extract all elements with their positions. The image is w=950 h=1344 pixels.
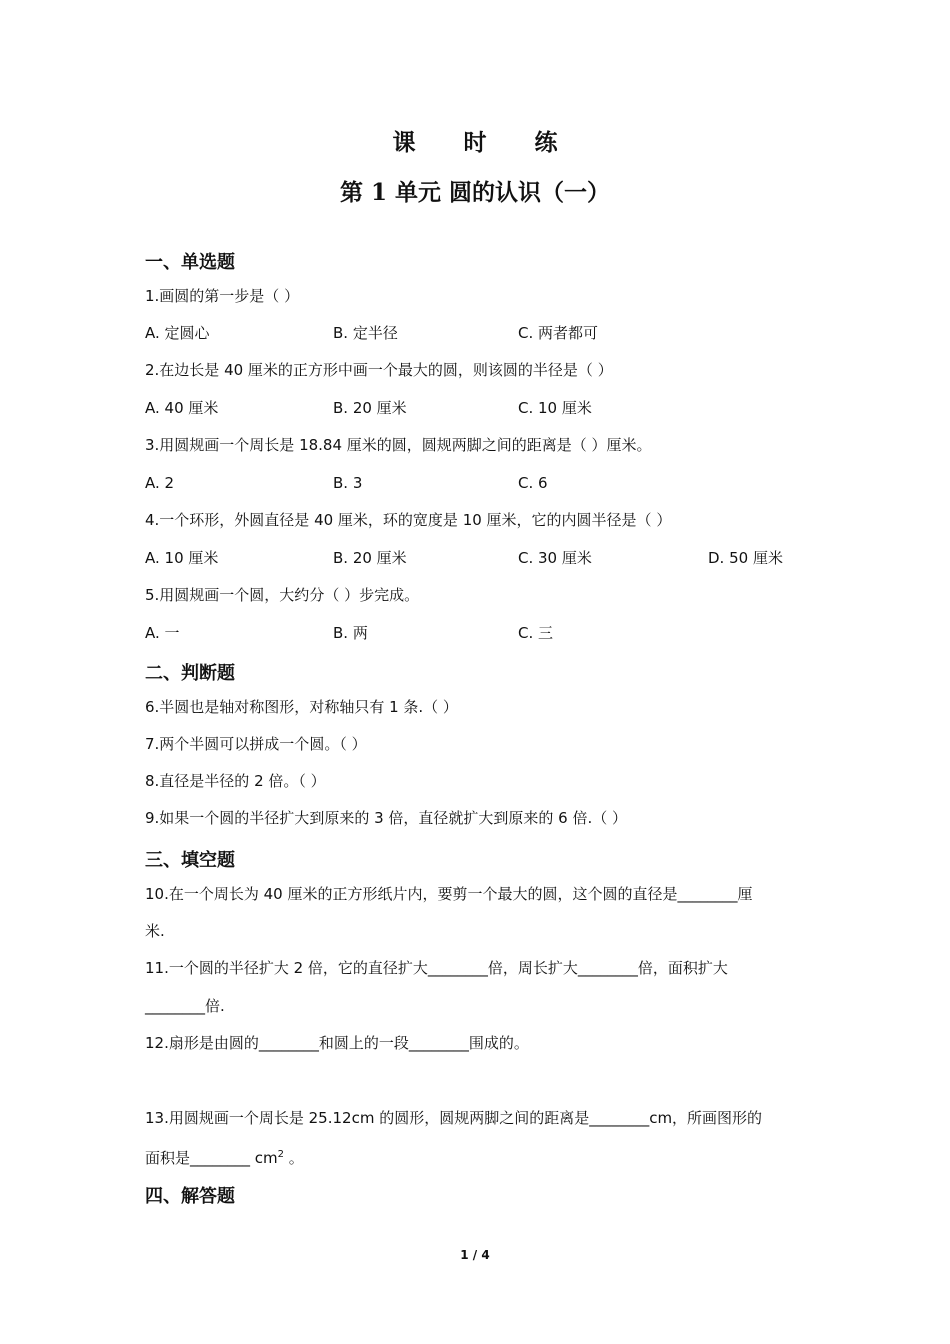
q4-option-d: D. 50 厘米	[708, 549, 783, 567]
question-10-line-2: 米.	[145, 922, 165, 940]
section-heading-solve: 四、解答题	[145, 1186, 235, 1207]
q2-option-b: B. 20 厘米	[333, 399, 407, 417]
question-13-line-1: 13.用圆规画一个周长是 25.12cm 的圆形，圆规两脚之间的距离是________cm，所画图形的	[145, 1109, 763, 1127]
q13-end: 。	[284, 1149, 304, 1167]
page-number: 1 / 4	[460, 1248, 490, 1262]
question-2: 2.在边长是 40 厘米的正方形中画一个最大的圆，则该圆的半径是（ ）	[145, 361, 613, 379]
section-heading-single-choice: 一、单选题	[145, 252, 235, 273]
question-11-line-1: 11.一个圆的半径扩大 2 倍，它的直径扩大________倍，周长扩大________倍，面积扩大	[145, 959, 728, 977]
question-3: 3.用圆规画一个周长是 18.84 厘米的圆，圆规两脚之间的距离是（ ）厘米。	[145, 436, 652, 454]
q13-superscript: 2	[277, 1149, 285, 1160]
q3-option-a: A. 2	[145, 474, 175, 492]
q3-option-b: B. 3	[333, 474, 363, 492]
question-10-line-1: 10.在一个周长为 40 厘米的正方形纸片内，要剪一个最大的圆，这个圆的直径是________厘	[145, 885, 753, 903]
q2-option-a: A. 40 厘米	[145, 399, 219, 417]
q1-option-b: B. 定半径	[333, 324, 398, 342]
question-1: 1.画圆的第一步是（ ）	[145, 287, 300, 305]
question-11-line-2: ________倍.	[145, 997, 225, 1015]
q5-option-b: B. 两	[333, 624, 368, 642]
question-9: 9.如果一个圆的半径扩大到原来的 3 倍，直径就扩大到原来的 6 倍.（ ）	[145, 809, 628, 827]
q3-option-c: C. 6	[518, 474, 548, 492]
question-12: 12.扇形是由圆的________和圆上的一段________围成的。	[145, 1034, 529, 1052]
q5-option-a: A. 一	[145, 624, 180, 642]
q1-option-a: A. 定圆心	[145, 324, 210, 342]
question-13-line-2	[145, 1145, 304, 1168]
page-subtitle: 第 1 单元 圆的认识（一）	[339, 179, 611, 206]
section-heading-true-false: 二、判断题	[145, 663, 235, 684]
q4-option-b: B. 20 厘米	[333, 549, 407, 567]
q13-area-text: 面积是________ cm	[145, 1149, 278, 1167]
q1-option-c: C. 两者都可	[518, 324, 599, 342]
question-4: 4.一个环形，外圆直径是 40 厘米，环的宽度是 10 厘米，它的内圆半径是（ ）	[145, 511, 672, 529]
question-5: 5.用圆规画一个圆，大约分（ ）步完成。	[145, 586, 420, 604]
q5-option-c: C. 三	[518, 624, 554, 642]
question-6: 6.半圆也是轴对称图形，对称轴只有 1 条.（ ）	[145, 698, 458, 716]
q4-option-a: A. 10 厘米	[145, 549, 219, 567]
q4-option-c: C. 30 厘米	[518, 549, 592, 567]
section-heading-fill-blank: 三、填空题	[145, 850, 235, 871]
question-7: 7.两个半圆可以拼成一个圆。（ ）	[145, 735, 367, 753]
page-title: 课 时 练	[392, 129, 578, 156]
question-8: 8.直径是半径的 2 倍。（ ）	[145, 772, 326, 790]
q2-option-c: C. 10 厘米	[518, 399, 592, 417]
